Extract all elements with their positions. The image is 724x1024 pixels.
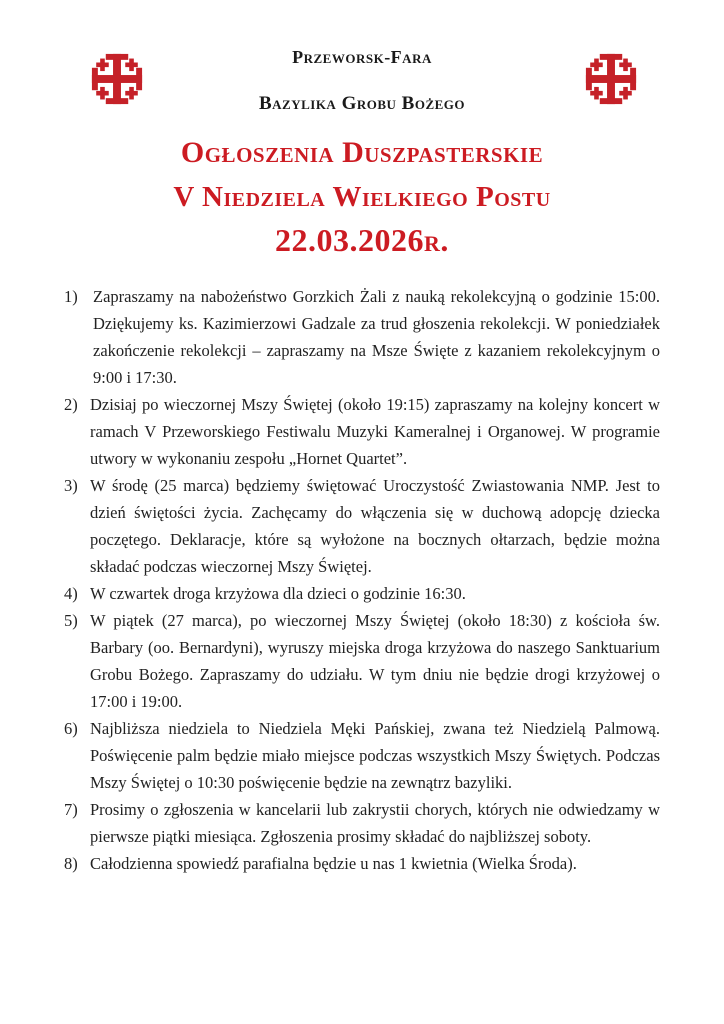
item-number: 5): [64, 611, 78, 630]
announcement-list: [64, 283, 660, 877]
item-number: 4): [64, 584, 78, 603]
list-item: [64, 607, 660, 715]
page-date: 22.03.2026r.: [275, 222, 449, 258]
item-text: Całodzienna spowiedź parafialna będzie u nas 1 kwietnia (Wielka Środa).: [90, 854, 577, 873]
item-text: W piątek (27 marca), po wieczornej Mszy Świętej (około 18:30) z kościoła św. Barbary (oo. Bernardyni), wyruszy miejska droga krzyżowa do naszego Sanktuarium Grobu Bożego. Zapraszamy do udziału. W tym dniu nie będzie drogi krzyżowej o 17:00 i 19:00.: [90, 611, 660, 711]
jerusalem-cross-icon: [84, 46, 150, 112]
list-item: [64, 391, 660, 472]
list-item: [64, 796, 660, 850]
basilica-name: Bazylika Grobu Bożego: [258, 93, 466, 114]
item-text: Zapraszamy na nabożeństwo Gorzkich Żali z nauką rekolekcyjną o godzinie 15:00. Dziękujemy ks. Kazimierzowi Gadzale za trud głoszenia rekolekcji. W poniedziałek zakończenie rekolekcji – zapraszamy na Msze Święte z kazaniem rekolekcyjnym o 9:00 i 17:30.: [93, 287, 660, 387]
page-subtitle: V Niedziela Wielkiego Postu: [173, 181, 551, 213]
list-item: [64, 283, 660, 391]
item-number: 7): [64, 800, 78, 819]
list-item: [64, 715, 660, 796]
list-item: [64, 850, 660, 877]
item-number: 6): [64, 719, 78, 738]
item-number: 1): [64, 287, 78, 306]
list-item: [64, 580, 660, 607]
parish-name: Przeworsk-Fara: [292, 47, 432, 67]
item-text: Najbliższa niedziela to Niedziela Męki Pańskiej, zwana też Niedzielą Palmową. Poświęcenie palm będzie miało miejsce podczas wszystkich Mszy Świętych. Podczas Mszy Świętej o 10:30 poświęcenie będzie na zewnątrz bazyliki.: [90, 719, 660, 792]
item-number: 8): [64, 854, 78, 873]
item-number: 2): [64, 395, 78, 414]
item-number: 3): [64, 476, 78, 495]
page-title: Ogłoszenia Duszpasterskie: [180, 136, 544, 169]
item-text: W środę (25 marca) będziemy świętować Uroczystość Zwiastowania NMP. Jest to dzień świętości życia. Zachęcamy do włączenia się w duchową adopcję dziecka poczętego. Deklaracje, które są wyłożone na bocznych ołtarzach, będzie można składać podczas wieczornej Mszy Świętej.: [90, 476, 660, 576]
list-item: [64, 472, 660, 580]
document-header: [0, 0, 724, 261]
item-text: Prosimy o zgłoszenia w kancelarii lub zakrystii chorych, których nie odwiedzamy w pierwsze piątki miesiąca. Zgłoszenia prosimy składać do najbliższej soboty.: [90, 800, 660, 846]
item-text: W czwartek droga krzyżowa dla dzieci o godzinie 16:30.: [90, 584, 466, 603]
item-text: Dzisiaj po wieczornej Mszy Świętej (około 19:15) zapraszamy na kolejny koncert w ramach V Przeworskiego Festiwalu Muzyki Kameralnej i Organowej. W programie utwory w wykonaniu zespołu „Hornet Quartet”.: [90, 395, 660, 468]
jerusalem-cross-icon: [578, 46, 644, 112]
